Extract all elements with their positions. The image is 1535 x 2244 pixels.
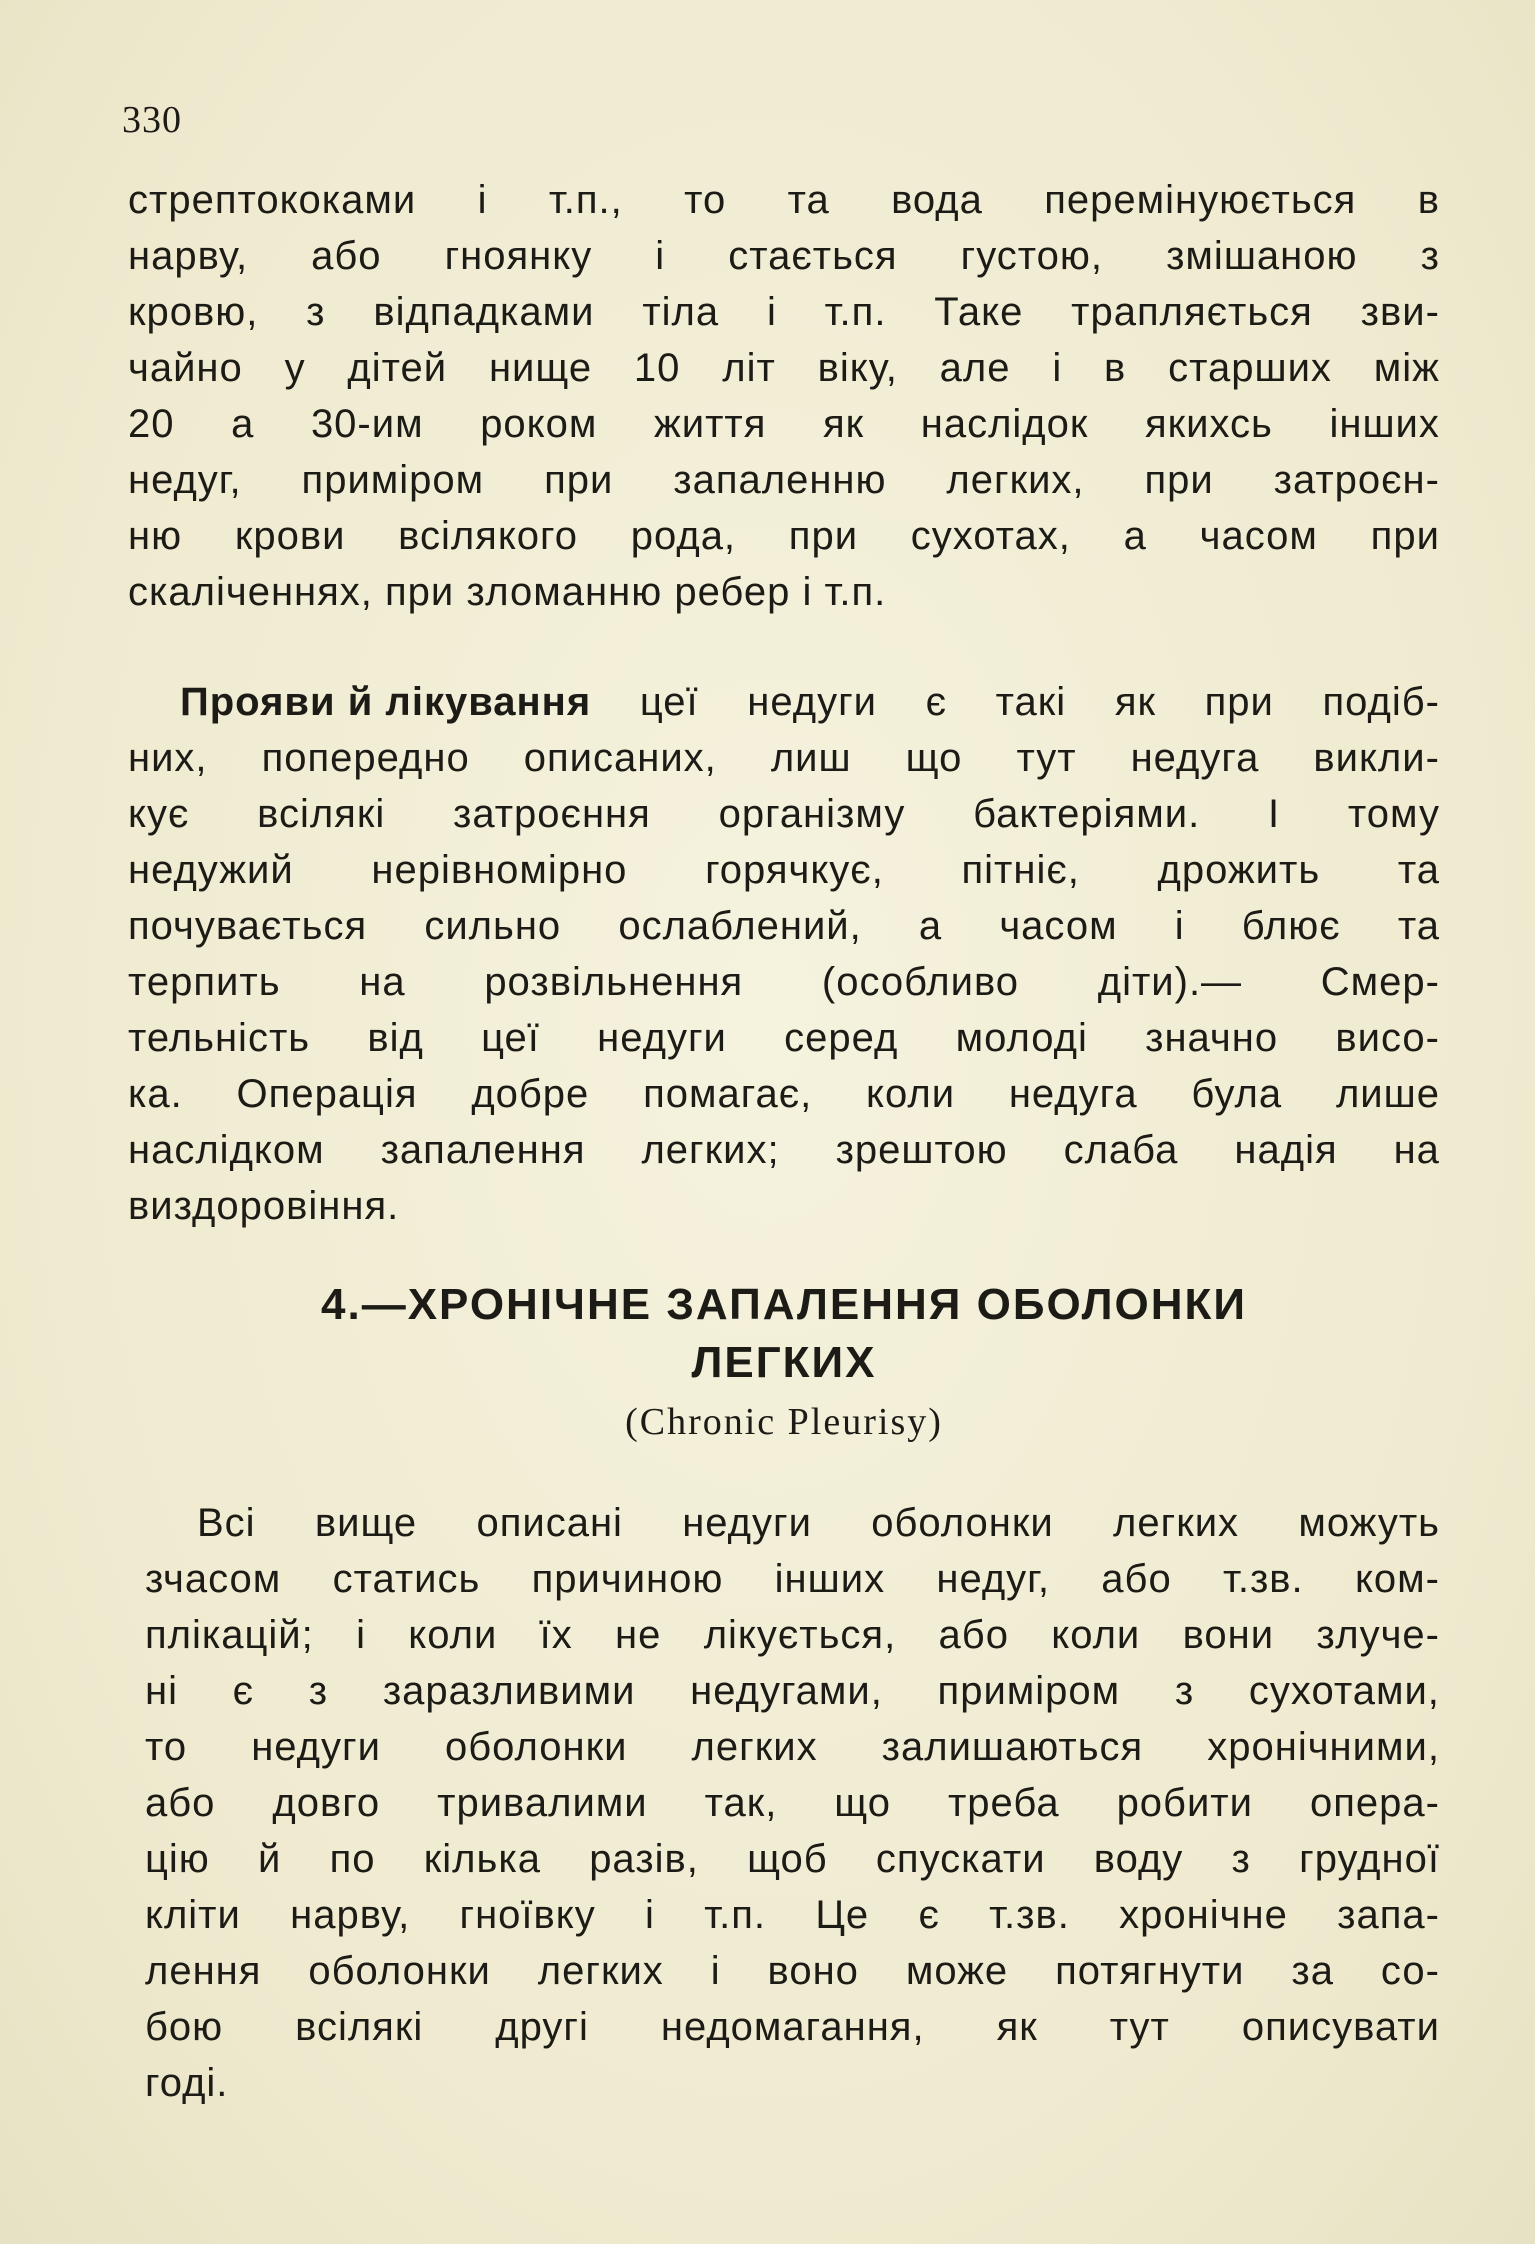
text-line: виздоровіння. <box>128 1184 400 1228</box>
text-line: то недуги оболонки легких залишаються хронічними, <box>145 1725 1440 1769</box>
text-line: кліти нарву, гноївку і т.п. Це є т.зв. хронічне запа- <box>145 1893 1440 1937</box>
page-number: 330 <box>122 99 182 141</box>
paragraph-3 <box>145 1495 1440 2111</box>
text-line: тельність від цеї недуги серед молоді значно висо- <box>128 1016 1440 1060</box>
paragraph-2 <box>128 674 1440 1234</box>
text-line: них, попередно описаних, лиш що тут недуга викли- <box>128 736 1440 780</box>
text-line: Всі вище описані недуги оболонки легких можуть <box>197 1501 1440 1545</box>
text-line: стрептококами і т.п., то та вода перемінуюється в <box>128 178 1440 222</box>
text-line: терпить на розвільнення (особливо діти).— Смер- <box>128 960 1440 1004</box>
section-title-line-1: 4.—ХРОНІЧНЕ ЗАПАЛЕННЯ ОБОЛОНКИ <box>321 1280 1247 1329</box>
text-line: скаліченнях, при зломанню ребер і т.п. <box>128 570 887 614</box>
text-line: 20 а 30-им роком життя як наслідок якихсь інших <box>128 402 1440 446</box>
text-line: зчасом статись причиною інших недуг, або т.зв. ком- <box>145 1557 1440 1601</box>
text-line: почувається сильно ослаблений, а часом і блює та <box>128 904 1440 948</box>
paragraph-1 <box>128 172 1440 620</box>
text-line: кровю, з відпадками тіла і т.п. Таке трапляється зви- <box>128 290 1440 334</box>
text-line: бою всілякі другі недомагання, як тут описувати <box>145 2005 1440 2049</box>
text-line: наслідком запалення легких; зрештою слаба надія на <box>128 1128 1440 1172</box>
text-line: годі. <box>145 2061 229 2105</box>
section-subtitle: (Chronic Pleurisy) <box>625 1401 943 1443</box>
text-line: або довго тривалими так, що треба робити опера- <box>145 1781 1440 1825</box>
text-line: лення оболонки легких і воно може потягнути за со- <box>145 1949 1440 1993</box>
text-line: цію й по кілька разів, щоб спускати воду з грудної <box>145 1837 1440 1881</box>
text-line: недужий нерівномірно горячкує, пітніє, дрожить та <box>128 848 1440 892</box>
bold-lead: Прояви й лікування <box>180 680 592 724</box>
text-line: ню крови всілякого рода, при сухотах, а часом при <box>128 514 1440 558</box>
text-line: недуг, приміром при запаленню легких, при затроєн- <box>128 458 1440 502</box>
text-line: ка. Операція добре помагає, коли недуга була лише <box>128 1072 1440 1116</box>
text-line: ні є з заразливими недугами, приміром з сухотами, <box>145 1669 1440 1713</box>
text-line: кує всілякі затроєння організму бактеріями. І тому <box>128 792 1440 836</box>
section-title-line-2: ЛЕГКИХ <box>691 1338 877 1387</box>
text-line-with-bold-lead: Прояви й лікування цеї недуги є такі як при подіб- <box>128 674 1440 730</box>
text-line: нарву, або гноянку і стається густою, змішаною з <box>128 234 1440 278</box>
text-line: чайно у дітей нище 10 літ віку, але і в старших між <box>128 346 1440 390</box>
text-line: плікацій; і коли їх не лікується, або коли вони злуче- <box>145 1613 1440 1657</box>
